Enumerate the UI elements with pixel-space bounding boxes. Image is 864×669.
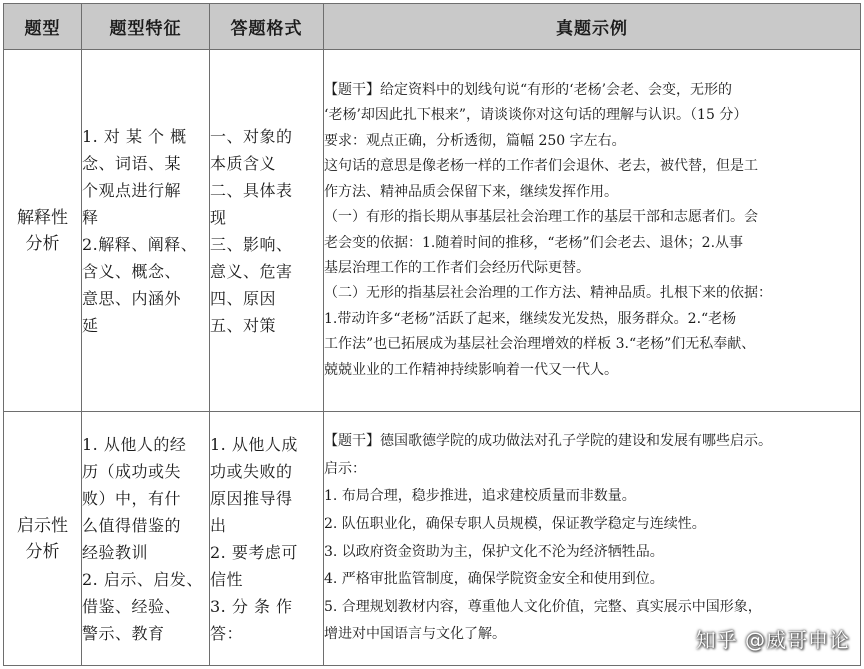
type-cell	[4, 412, 82, 666]
format-cell	[210, 412, 324, 666]
feature-line: 1. 从他人的经	[82, 434, 187, 454]
format-line: 意义、危害	[210, 261, 293, 281]
example-line: 3. 以政府资金资助为主，保护文化不沦为经济牺牲品。	[324, 543, 664, 560]
example-line: 要求：观点正确，分析透彻，篇幅 250 字左右。	[324, 132, 626, 149]
feature-line: 2. 启示、启发、	[82, 569, 203, 589]
example-line: 工作法”也已拓展成为基层社会治理增效的样板 3.“老杨”们无私奉献、	[324, 336, 756, 353]
feature-line: 经验教训	[82, 542, 149, 562]
example-line: （一）有形的指长期从事基层社会治理工作的基层干部和志愿者们。会	[324, 209, 758, 226]
feature-line: 警示、教育	[82, 623, 165, 643]
example-line: 2. 队伍职业化，确保专职人员规模，保证教学稳定与连续性。	[324, 515, 706, 532]
example-line: 增进对中国语言与文化了解。	[324, 626, 506, 643]
header-example: 真题示例	[324, 4, 861, 50]
feature-cell	[82, 50, 210, 412]
feature-cell	[82, 412, 210, 666]
header-feature: 题型特征	[82, 4, 210, 50]
example-line: （二）无形的指基层社会治理的工作方法、精神品质。扎根下来的依据：	[324, 285, 772, 302]
feature-line: 历（成功或失	[82, 461, 182, 481]
type-line: 启示性	[17, 515, 68, 536]
example-line: 老会变的依据：1.随着时间的推移，“老杨”们会老去、退休；2.从事	[324, 234, 744, 251]
format-line: 现	[210, 207, 227, 227]
example-line: 【题干】德国歌德学院的成功做法对孔子学院的建设和发展有哪些启示。	[324, 433, 772, 450]
example-line: 基层治理工作的工作者们会经历代际更替。	[324, 259, 590, 276]
example-line: 5. 合理规划教材内容，尊重他人文化价值，完整、真实展示中国形象，	[324, 598, 762, 615]
format-line: 本质含义	[210, 153, 277, 173]
feature-line: 借鉴、经验、	[82, 596, 182, 616]
example-line: 【题干】给定资料中的划线句说“有形的‘老杨’会老、会变，无形的	[324, 82, 733, 99]
feature-line: 2.解释、阐释、	[82, 234, 198, 254]
format-line: 答：	[210, 623, 244, 643]
format-line: 原因推导得	[210, 488, 293, 508]
format-line: 功或失败的	[210, 461, 293, 481]
format-line: 信性	[210, 569, 244, 589]
format-line: 五、对策	[210, 315, 277, 335]
type-line: 分析	[25, 233, 60, 254]
feature-line: 么值得借鉴的	[82, 515, 182, 535]
example-line: 兢兢业业的工作精神持续影响着一代又一代人。	[324, 361, 618, 378]
format-line: 2. 要考虑可	[210, 542, 298, 562]
feature-line: 个观点进行解	[82, 180, 182, 200]
example-cell	[324, 50, 861, 412]
example-line: 1.带动许多“老杨”活跃了起来，继续发光发热，服务群众。2.“老杨	[324, 310, 737, 327]
format-cell	[210, 50, 324, 412]
feature-line: 败）中，有什	[82, 488, 182, 508]
format-line: 1. 从他人成	[210, 434, 298, 454]
feature-line: 延	[82, 315, 99, 335]
table-header-row	[4, 4, 861, 50]
header-type: 题型	[4, 4, 82, 50]
format-line: 出	[210, 515, 227, 535]
question-type-table	[3, 3, 861, 666]
watermark: 知乎 @威哥申论	[695, 628, 850, 652]
format-line: 四、原因	[210, 288, 277, 308]
type-line: 分析	[25, 541, 60, 562]
feature-line: 含义、概念、	[82, 261, 182, 281]
example-line: 启示：	[324, 460, 366, 477]
header-format: 答题格式	[210, 4, 324, 50]
type-cell	[4, 50, 82, 412]
format-line: 二、具体表	[210, 180, 293, 200]
example-line: 作方法、精神品质会保留下来，继续发挥作用。	[324, 183, 618, 200]
format-line: 一、对象的	[210, 126, 293, 146]
example-line: 4. 严格审批监管制度，确保学院资金安全和使用到位。	[324, 571, 664, 588]
example-line: 这句话的意思是像老杨一样的工作者们会退休、老去，被代替，但是工	[324, 158, 758, 175]
feature-line: 念、词语、某	[82, 153, 182, 173]
type-line: 解释性	[17, 207, 68, 228]
format-line: 3. 分 条 作	[210, 596, 293, 616]
feature-line: 释	[82, 207, 99, 227]
table-row	[4, 50, 861, 412]
example-line: ‘老杨’却因此扎下根来”，请谈谈你对这句话的理解与认识。（15 分）	[324, 107, 748, 124]
example-line: 1. 布局合理，稳步推进，追求建校质量而非数量。	[324, 488, 636, 505]
feature-line: 意思、内涵外	[82, 288, 182, 308]
feature-line: 1. 对 某 个 概	[82, 126, 187, 146]
format-line: 三、影响、	[210, 234, 293, 254]
